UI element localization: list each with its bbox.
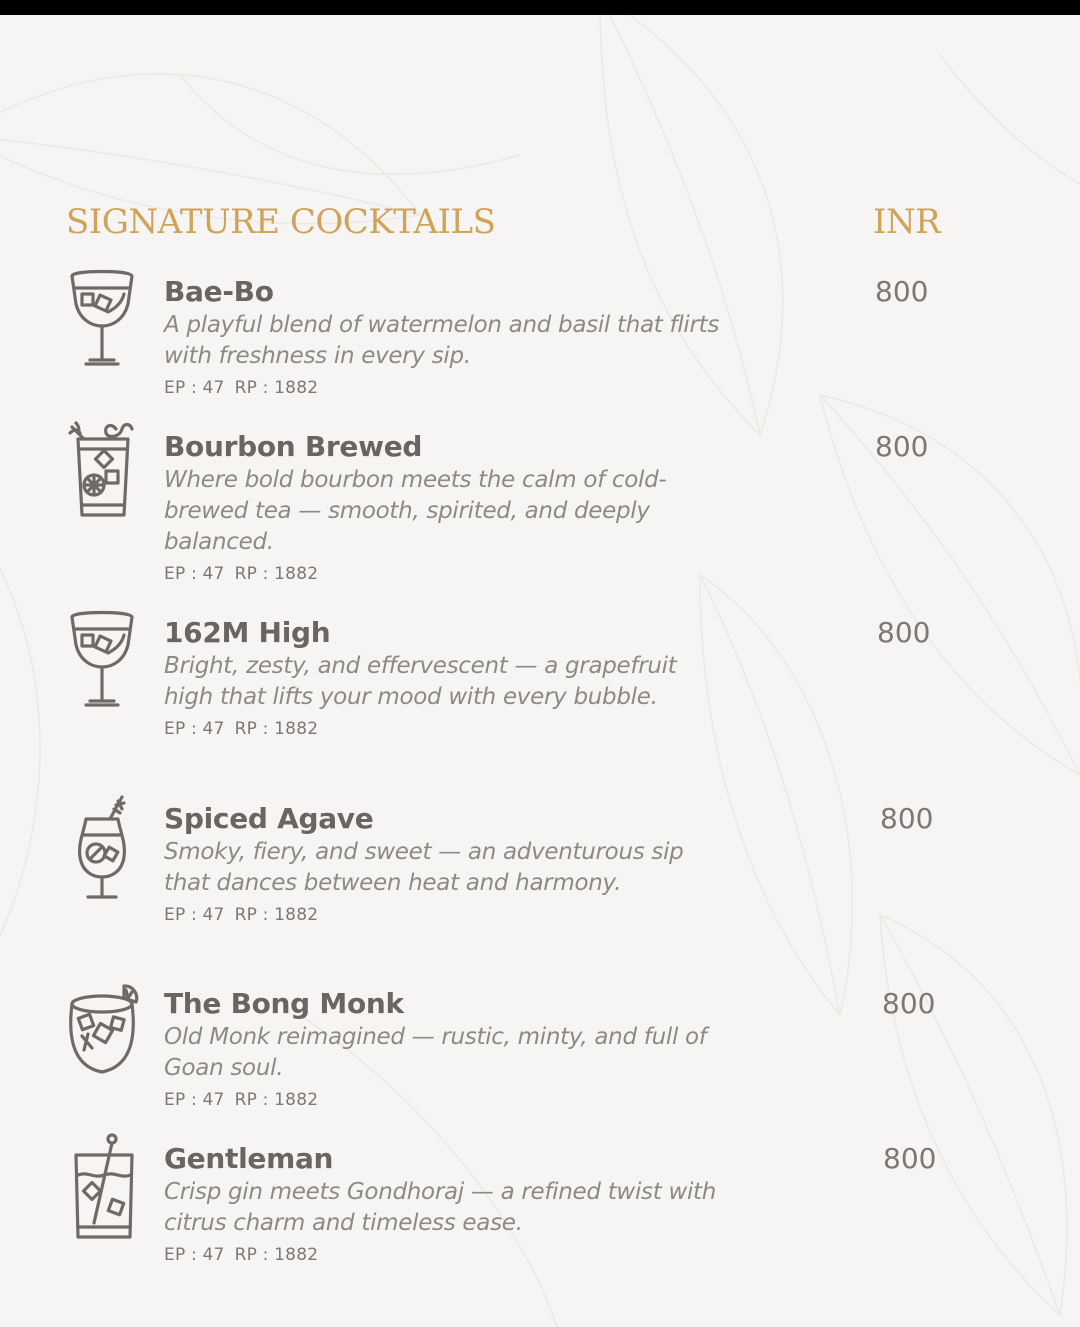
- item-description: Bright, zesty, and effervescent — a grapefruit high that lifts your mood with every bubble.: [164, 653, 677, 710]
- section-title: SIGNATURE COCKTAILS: [66, 202, 496, 242]
- item-description: A playful blend of watermelon and basil that flirts with freshness in every sip.: [164, 312, 720, 369]
- item-description: Crisp gin meets Gondhoraj — a refined twist with citrus charm and timeless ease.: [164, 1179, 717, 1236]
- top-bar: [0, 0, 1080, 15]
- ep-value: EP : 47: [164, 719, 225, 739]
- item-name: Gentleman: [164, 1142, 334, 1175]
- item-points: [164, 1243, 724, 1267]
- item-price: 800: [883, 1142, 937, 1175]
- item-points: [164, 562, 724, 586]
- item-name: The Bong Monk: [164, 987, 404, 1020]
- ep-value: EP : 47: [164, 564, 225, 584]
- item-price: 800: [875, 430, 929, 463]
- item-price: 800: [875, 275, 929, 308]
- item-name: Spiced Agave: [164, 802, 374, 835]
- ep-value: EP : 47: [164, 905, 225, 925]
- item-price: 800: [882, 987, 936, 1020]
- item-name: Bae-Bo: [164, 275, 274, 308]
- item-price: 800: [880, 802, 934, 835]
- wine-glass-with-ice-icon: [64, 605, 140, 713]
- item-points: [164, 376, 724, 400]
- wine-glass-with-ice-icon: [64, 264, 140, 372]
- item-description: Where bold bourbon meets the calm of cold-brewed tea — smooth, spirited, and deeply balanced.: [164, 467, 667, 555]
- item-description: Smoky, fiery, and sweet — an adventurous sip that dances between heat and harmony.: [164, 839, 684, 896]
- hurricane-glass-with-garnish-icon: [64, 791, 140, 899]
- rp-value: RP : 1882: [234, 905, 319, 925]
- item-points: [164, 1088, 724, 1112]
- tumbler-with-herbs-and-citrus-icon: [64, 419, 140, 527]
- item-name: 162M High: [164, 616, 331, 649]
- rp-value: RP : 1882: [234, 564, 319, 584]
- ep-value: EP : 47: [164, 1090, 225, 1110]
- item-name: Bourbon Brewed: [164, 430, 423, 463]
- rp-value: RP : 1882: [234, 719, 319, 739]
- item-points: [164, 903, 724, 927]
- rp-value: RP : 1882: [234, 1245, 319, 1265]
- item-points: [164, 717, 724, 741]
- currency-heading: INR: [873, 202, 941, 242]
- rp-value: RP : 1882: [234, 1090, 319, 1110]
- ep-value: EP : 47: [164, 1245, 225, 1265]
- ep-value: EP : 47: [164, 378, 225, 398]
- rocks-glass-with-lime-icon: [64, 976, 140, 1084]
- item-description: Old Monk reimagined — rustic, minty, and full of Goan soul.: [164, 1024, 707, 1081]
- highball-glass-with-stirrer-icon: [64, 1131, 140, 1239]
- item-price: 800: [877, 616, 931, 649]
- rp-value: RP : 1882: [234, 378, 319, 398]
